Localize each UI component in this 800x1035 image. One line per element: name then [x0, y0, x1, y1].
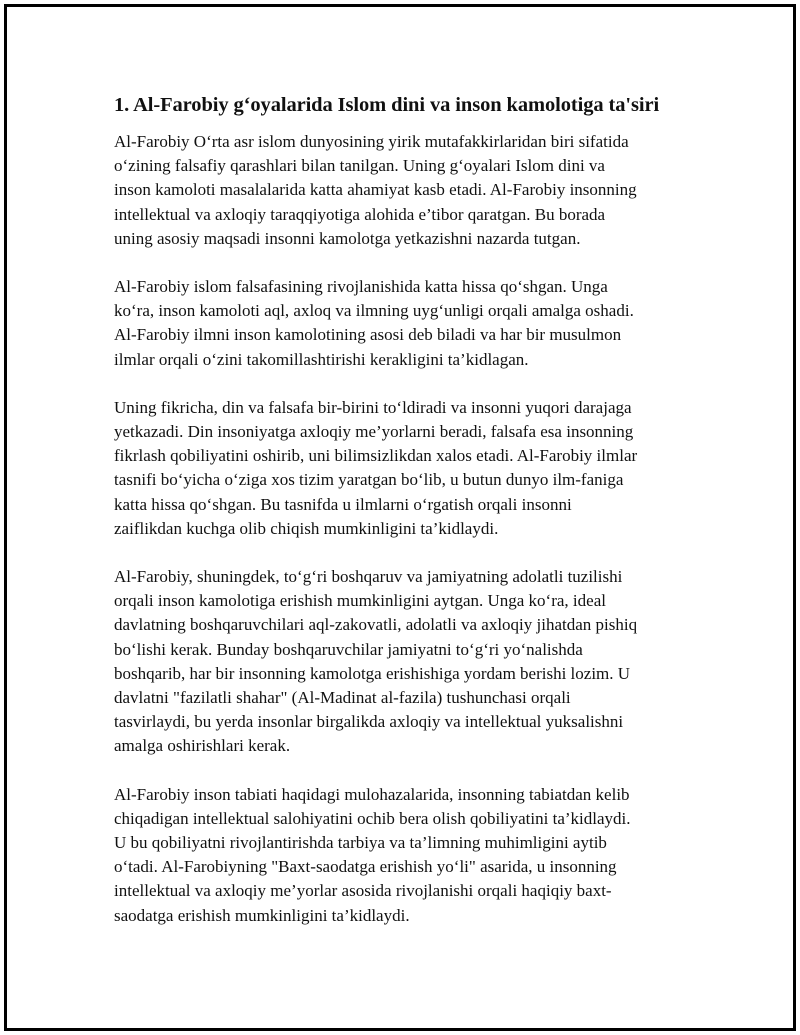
text-line: bo‘lishi kerak. Bunday boshqaruvchilar jamiyatni to‘g‘ri yo‘nalishda [114, 639, 583, 659]
text-line: saodatga erishish mumkinligini ta’kidlaydi. [114, 905, 410, 925]
text-line: o‘tadi. Al-Farobiyning "Baxt-saodatga erishish yo‘li" asarida, u insonning [114, 857, 617, 877]
text-line: intellektual va axloqiy me’yorlar asosida rivojlanishi orqali haqiqiy baxt- [114, 881, 612, 901]
text-line: yetkazadi. Din insoniyatga axloqiy me’yorlarni beradi, falsafa esa insonning [114, 422, 634, 442]
text-line: Al-Farobiy O‘rta asr islom dunyosining yirik mutafakkirlaridan biri sifatida [114, 132, 629, 151]
text-line: Al-Farobiy inson tabiati haqidagi mulohazalarida, insonning tabiatdan kelib [114, 784, 630, 804]
paragraph-3 [114, 396, 686, 541]
text-line: amalga oshirishlari kerak. [114, 736, 291, 756]
text-line: boshqarib, har bir insonning kamolotga erishishiga yordam berishi lozim. U [114, 663, 631, 683]
text-line: katta hissa qo‘shgan. Bu tasnifda u ilmlarni o‘rgatish orqali insonni [114, 494, 572, 514]
text-line: chiqadigan intellektual salohiyatini ochib bera olish qobiliyatini ta’kidlaydi. [114, 808, 631, 828]
paragraph-5 [114, 783, 686, 928]
text-line: inson kamoloti masalalarida katta ahamiyat kasb etadi. Al-Farobiy insonning [114, 180, 637, 200]
text-line: fikrlash qobiliyatini oshirib, uni bilimsizlikdan xalos etadi. Al-Farobiy ilmlar [114, 446, 638, 466]
text-line: tasvirlaydi, bu yerda insonlar birgalikda axloqiy va intellektual yuksalishni [114, 712, 624, 732]
text-line: Al-Farobiy islom falsafasining rivojlanishida katta hissa qo‘shgan. Unga [114, 277, 608, 297]
text-line: ilmlar orqali o‘zini takomillashtirishi kerakligini ta’kidlagan. [114, 349, 529, 369]
text-line: intellektual va axloqiy taraqqiyotiga alohida e’tibor qaratgan. Bu borada [114, 204, 606, 224]
paragraph-2 [114, 275, 686, 372]
document-body [114, 92, 686, 952]
text-line: orqali inson kamolotiga erishish mumkinligini aytgan. Unga ko‘ra, ideal [114, 591, 606, 611]
text-line: Al-Farobiy ilmni inson kamolotining asosi deb biladi va har bir musulmon [114, 325, 622, 345]
text-line: U bu qobiliyatni rivojlantirishda tarbiya va ta’limning muhimligini aytib [114, 833, 607, 853]
text-line: Uning fikricha, din va falsafa bir-birini to‘ldiradi va insonni yuqori darajaga [114, 397, 632, 417]
text-line: ko‘ra, inson kamoloti aql, axloq va ilmning uyg‘unligi orqali amalga oshadi. [114, 301, 634, 321]
text-line: tasnifi bo‘yicha o‘ziga xos tizim yaratgan bo‘lib, u butun dunyo ilm-faniga [114, 470, 624, 490]
section-heading: 1. Al-Farobiy g‘oyalarida Islom dini va inson kamolotiga ta'siri [114, 94, 660, 116]
text-line: davlatni "fazilatli shahar" (Al-Madinat al-fazila) tushunchasi orqali [114, 688, 571, 708]
text-line: zaiflikdan kuchga olib chiqish mumkinligini ta’kidlaydi. [114, 518, 499, 538]
paragraph-4 [114, 565, 686, 759]
text-line: uning asosiy maqsadi insonni kamolotga yetkazishni nazarda tutgan. [114, 228, 581, 248]
text-line: davlatning boshqaruvchilari aql-zakovatli, adolatli va axloqiy jihatdan pishiq [114, 615, 638, 635]
paragraph-1 [114, 130, 686, 251]
text-line: Al-Farobiy, shuningdek, to‘g‘ri boshqaruv va jamiyatning adolatli tuzilishi [114, 567, 623, 587]
text-line: o‘zining falsafiy qarashlari bilan tanilgan. Uning g‘oyalari Islom dini va [114, 156, 605, 176]
